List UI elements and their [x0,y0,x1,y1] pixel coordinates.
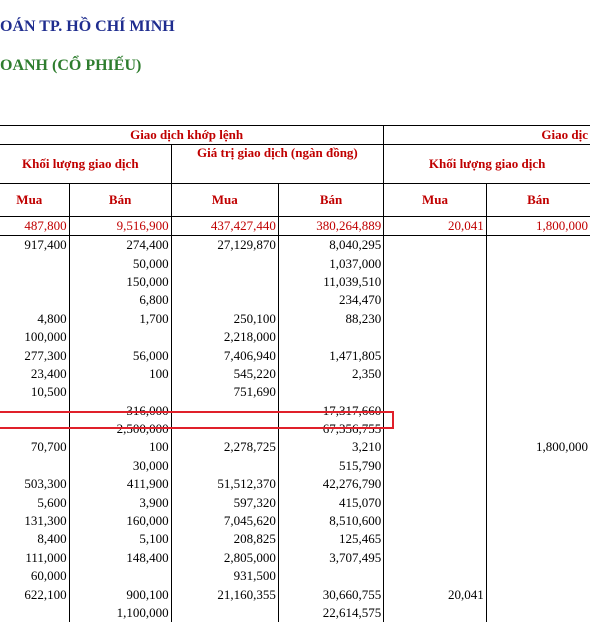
table-row [0,402,590,420]
cell-sell-volume-2 [486,530,590,548]
cell-sell-volume: 30,000 [69,457,171,475]
cell-buy-volume: 622,100 [0,585,69,603]
total-buy-value: 437,427,440 [171,217,278,236]
cell-buy-volume: 10,500 [0,383,69,401]
cell-buy-volume-2 [384,310,486,328]
cell-sell-value [278,383,383,401]
cell-buy-volume: 4,800 [0,310,69,328]
header-buy-volume: Mua [0,184,69,217]
cell-sell-value: 8,040,295 [278,236,383,255]
cell-sell-volume: 5,100 [69,530,171,548]
cell-sell-volume-2 [486,310,590,328]
cell-buy-value: 27,129,870 [171,236,278,255]
cell-sell-volume-2 [486,475,590,493]
cell-buy-volume-2 [384,291,486,309]
cell-sell-volume-2 [486,457,590,475]
cell-sell-volume: 100 [69,438,171,456]
cell-buy-volume-2 [384,549,486,567]
cell-sell-volume [69,383,171,401]
cell-sell-volume-2 [486,254,590,272]
cell-buy-value: 597,320 [171,493,278,511]
cell-buy-value: 751,690 [171,383,278,401]
table-row [0,420,590,438]
table-row [0,549,590,567]
table-row [0,273,590,291]
total-buy-volume-2: 20,041 [384,217,486,236]
cell-sell-volume: 56,000 [69,346,171,364]
table-row [0,438,590,456]
cell-sell-value: 30,660,755 [278,585,383,603]
cell-buy-value [171,604,278,622]
cell-sell-value: 125,465 [278,530,383,548]
cell-sell-volume [69,567,171,585]
cell-buy-volume-2 [384,346,486,364]
cell-buy-volume: 5,600 [0,493,69,511]
cell-sell-volume: 148,400 [69,549,171,567]
cell-sell-value: 11,039,510 [278,273,383,291]
cell-sell-volume-2 [486,512,590,530]
cell-buy-volume: 8,400 [0,530,69,548]
cell-sell-value [278,567,383,585]
cell-sell-volume-2 [486,328,590,346]
cell-sell-value [278,328,383,346]
table-row [0,236,590,255]
cell-buy-volume-2 [384,420,486,438]
table-row [0,567,590,585]
cell-sell-volume: 6,800 [69,291,171,309]
totals-row [0,217,590,236]
cell-sell-volume-2 [486,493,590,511]
cell-buy-volume-2 [384,512,486,530]
cell-buy-volume-2 [384,604,486,622]
cell-sell-volume-2 [486,346,590,364]
cell-sell-value: 234,470 [278,291,383,309]
table-row [0,604,590,622]
cell-buy-volume [0,291,69,309]
table-row [0,585,590,603]
cell-sell-volume: 316,000 [69,402,171,420]
cell-sell-volume-2 [486,604,590,622]
cell-buy-value [171,402,278,420]
table-row [0,383,590,401]
table-row [0,493,590,511]
total-sell-volume: 9,516,900 [69,217,171,236]
cell-buy-value: 51,512,370 [171,475,278,493]
cell-buy-volume [0,420,69,438]
cell-sell-volume-2 [486,383,590,401]
cell-buy-value [171,457,278,475]
cell-sell-volume: 411,900 [69,475,171,493]
cell-sell-volume [69,328,171,346]
cell-buy-volume: 111,000 [0,549,69,567]
cell-sell-volume: 900,100 [69,585,171,603]
cell-buy-value: 7,406,940 [171,346,278,364]
cell-buy-volume-2 [384,567,486,585]
cell-buy-volume [0,457,69,475]
cell-sell-volume-2 [486,365,590,383]
cell-sell-volume-2 [486,549,590,567]
cell-sell-value: 22,614,575 [278,604,383,622]
cell-buy-value: 208,825 [171,530,278,548]
cell-buy-volume-2 [384,273,486,291]
cell-sell-volume-2 [486,273,590,291]
header-sell-value: Bán [278,184,383,217]
table-row [0,310,590,328]
cell-buy-volume [0,402,69,420]
cell-sell-value: 515,790 [278,457,383,475]
cell-sell-value: 42,276,790 [278,475,383,493]
cell-sell-volume-2 [486,236,590,255]
header-buy-volume-2: Mua [384,184,486,217]
cell-sell-volume-2: 1,800,000 [536,439,588,455]
cell-buy-volume-2 [384,402,486,420]
cell-sell-value: 1,471,805 [278,346,383,364]
cell-buy-volume-2 [384,236,486,255]
total-buy-volume: 487,800 [0,217,69,236]
cell-sell-value: 17,317,660 [278,402,383,420]
cell-buy-volume: 917,400 [0,236,69,255]
cell-buy-volume: 131,300 [0,512,69,530]
cell-buy-value [171,273,278,291]
cell-sell-volume: 274,400 [69,236,171,255]
cell-sell-volume-2 [486,291,590,309]
total-sell-value: 380,264,889 [278,217,383,236]
cell-sell-volume: 2,500,000 [69,420,171,438]
cell-buy-volume [0,604,69,622]
header-other-trading: Giao dịc [384,126,590,145]
cell-buy-volume-2 [384,383,486,401]
cell-buy-value [171,254,278,272]
cell-sell-volume-2 [486,567,590,585]
cell-buy-volume: 70,700 [0,438,69,456]
header-sell-volume-2: Bán [486,184,590,217]
cell-buy-value: 545,220 [171,365,278,383]
cell-sell-value: 2,350 [278,365,383,383]
cell-buy-value: 7,045,620 [171,512,278,530]
cell-buy-volume: 23,400 [0,365,69,383]
report-subtitle: OANH (CỔ PHIẾU) [0,57,142,74]
cell-buy-volume-2 [384,530,486,548]
cell-sell-value: 415,070 [278,493,383,511]
header-sell-volume: Bán [69,184,171,217]
cell-buy-value: 250,100 [171,310,278,328]
table-row [0,254,590,272]
cell-sell-value: 3,707,495 [278,549,383,567]
cell-buy-volume-2: 20,041 [384,585,486,603]
total-sell-volume-2: 1,800,000 [486,217,590,236]
cell-sell-value: 3,210 [278,438,383,456]
cell-buy-value [171,420,278,438]
cell-buy-volume: 503,300 [0,475,69,493]
cell-sell-volume: 150,000 [69,273,171,291]
cell-sell-volume-2 [486,585,590,603]
cell-sell-volume: 100 [69,365,171,383]
cell-sell-value: 8,510,600 [278,512,383,530]
cell-sell-volume-2 [486,402,590,420]
header-volume-2: Khối lượng giao dịch [384,145,590,184]
cell-buy-volume-2 [384,457,486,475]
table-row [0,530,590,548]
header-buy-value: Mua [171,184,278,217]
cell-buy-volume-2 [384,328,486,346]
cell-sell-volume: 160,000 [69,512,171,530]
trading-table [0,125,590,622]
cell-buy-value: 2,278,725 [171,438,278,456]
table-row [0,475,590,493]
cell-buy-volume-2 [384,438,486,456]
cell-buy-value: 2,805,000 [171,549,278,567]
table-row [0,346,590,364]
table-row [0,328,590,346]
cell-sell-volume: 50,000 [69,254,171,272]
table-row [0,365,590,383]
table-row [0,512,590,530]
cell-buy-volume-2 [384,254,486,272]
cell-buy-value: 931,500 [171,567,278,585]
header-matched-trading: Giao dịch khớp lệnh [0,126,384,145]
cell-buy-value [171,291,278,309]
table-row [0,291,590,309]
cell-buy-value: 21,160,355 [171,585,278,603]
cell-sell-volume: 1,100,000 [69,604,171,622]
cell-buy-volume-2 [384,365,486,383]
cell-buy-volume: 100,000 [0,328,69,346]
cell-sell-value: 67,356,755 [278,420,383,438]
cell-sell-value: 88,230 [278,310,383,328]
header-volume: Khối lượng giao dịch [0,145,171,184]
cell-buy-volume [0,254,69,272]
cell-sell-volume: 1,700 [69,310,171,328]
table-row [0,457,590,475]
cell-buy-value: 2,218,000 [171,328,278,346]
cell-sell-volume: 3,900 [69,493,171,511]
cell-buy-volume: 60,000 [0,567,69,585]
cell-sell-value: 1,037,000 [278,254,383,272]
cell-buy-volume: 277,300 [0,346,69,364]
cell-buy-volume-2 [384,493,486,511]
cell-buy-volume-2 [384,475,486,493]
cell-buy-volume [0,273,69,291]
cell-sell-volume-2 [486,420,590,438]
report-title: OÁN TP. HỒ CHÍ MINH [0,18,175,35]
header-value: Giá trị giao dịch (ngàn đồng) [171,145,384,184]
